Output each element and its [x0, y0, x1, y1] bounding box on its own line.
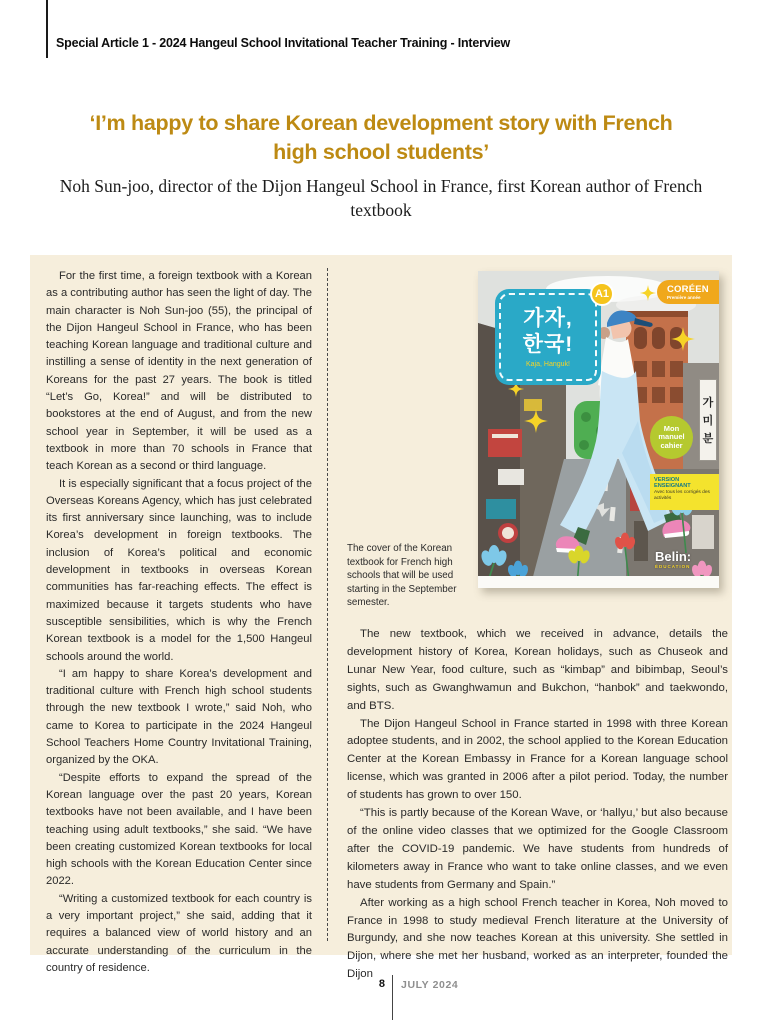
article-paragraph: The new textbook, which we received in advance, details the development history of Korea, Korean holidays, such as Chuseok and Lunar New Year, food culture, such as “kimbap” and bibimbap, Seoul’s sights, such as Gwanghwamun and Bukchon, “hanbok” and taekwondo, and BTS. — [347, 628, 728, 712]
article-paragraph: “This is partly because of the Korean Wave, or ‘hallyu,’ but also because of the online video classes that we optimized for the Google Classroom after the COVID-19 pandemic. We have students from hundreds of kilometers away in France who want to take online classes, and we even have students from Germany and Spain.” — [347, 807, 728, 891]
article-headline: ‘I’m happy to share Korean development story with French high school students’ — [89, 111, 673, 164]
level-badge: A1 — [590, 282, 614, 306]
article-paragraph: It is especially significant that a focus project of the Overseas Koreans Agency, which has just celebrated its first anniversary since launching, was to include Korea’s development in foreign textbooks. The inclusion of Korea’s political and economic development in textbooks in overseas Korean communities has far-reaching effects. The effect is maximized because it targets students who have susceptible sensibilities, which is why the French Korean textbook is a model for the 1,500 Hangeul schools around the world. — [46, 477, 312, 663]
subject-badge-sub: Première année — [667, 295, 701, 300]
version-label: VERSION ENSEIGNANT — [654, 477, 691, 489]
article-paragraph: After working as a high school French teacher in Korea, Noh moved to France in 1998 to study medieval French literature at the University of Burgundy, and she now teaches Korean at this university. She settled in Dijon, where she met her husband, worked as an interpreter, founded the Dijon — [347, 896, 728, 981]
manuel-cahier-sticker: Mon manuel cahier — [650, 416, 693, 459]
kicker-rule — [46, 0, 48, 58]
version-sub: Avec tous les corrigés des activités — [654, 490, 710, 501]
footer-divider-line — [392, 975, 393, 1020]
right-column — [347, 626, 728, 984]
article-paragraph: “I am happy to share Korea’s development and traditional culture with French high school students through the new textbook I wrote,” said Noh, who came to Korea to participate in the 2024 Hangeul School Teachers Home Country Invitational Training, organized by the OKA. — [46, 667, 312, 767]
cover-title-korean: 가자, — [523, 307, 573, 330]
version-enseignant-box — [650, 474, 719, 510]
cover-title-romanized: Kaja, Hanguk! — [526, 361, 570, 368]
issue-label: JULY 2024 — [401, 979, 459, 991]
cover-title-box — [495, 289, 601, 385]
photo-caption: The cover of the Korean textbook for French high schools that will be used starting in the September semester. — [347, 543, 457, 608]
publisher-logo: Belin: ÉDUCATION — [655, 549, 692, 569]
page-number: 8 — [378, 978, 385, 990]
book-cover-image — [478, 271, 719, 588]
article-paragraph: “Despite efforts to expand the spread of the Korean language over the past 20 years, Korean textbooks have not been available, and I have been teaching using adult textbooks,” she said. “We have been creating customized Korean textbooks for local high schools with the Korean Education Center since 2022. — [46, 771, 312, 888]
subject-badge-title: CORÉEN — [667, 284, 709, 295]
cover-title-korean: 한국! — [522, 333, 574, 356]
subject-badge — [657, 280, 719, 304]
article-paragraph: The Dijon Hangeul School in France started in 1998 with three Korean adoptee students, and in 2002, the school applied to the Korean Education Center at the Korean Embassy in France for a Korean language school license, which was granted in 2006 after a pilot period. Today, the number of students has grown to over 150. — [347, 717, 728, 802]
article-paragraph: For the first time, a foreign textbook with a Korean as a contributing author has seen the light of day. The main character is Noh Sun-joo (55), the principal of the Dijon Hangeul School in France, who has been teaching Korean language and traditional culture and instilling a sense of identity in the next generation of Koreans for the past 27 years. The book is titled “Let’s Go, Korea!” and will be distributed to bookstores at the end of August, and from the new school year in September, it will be used as a textbook in more than 70 schools in France that teach Korean as a second or third language. — [46, 270, 312, 473]
article-body-panel — [30, 255, 732, 981]
dashed-column-divider — [327, 268, 328, 941]
article-subtitle: Noh Sun-joo, director of the Dijon Hangeul School in France, first Korean author of French textbook — [59, 176, 703, 220]
article-kicker: Special Article 1 - 2024 Hangeul School Invitational Teacher Training - Interview — [56, 36, 511, 50]
left-column — [46, 268, 312, 977]
article-paragraph: “Writing a customized textbook for each country is a very important project,” she said, adding that it requires a balanced view of world history and an accurate understanding of the curriculum in the country of residence. — [46, 892, 312, 974]
korean-street-sign: 가 미 분 — [699, 379, 717, 461]
